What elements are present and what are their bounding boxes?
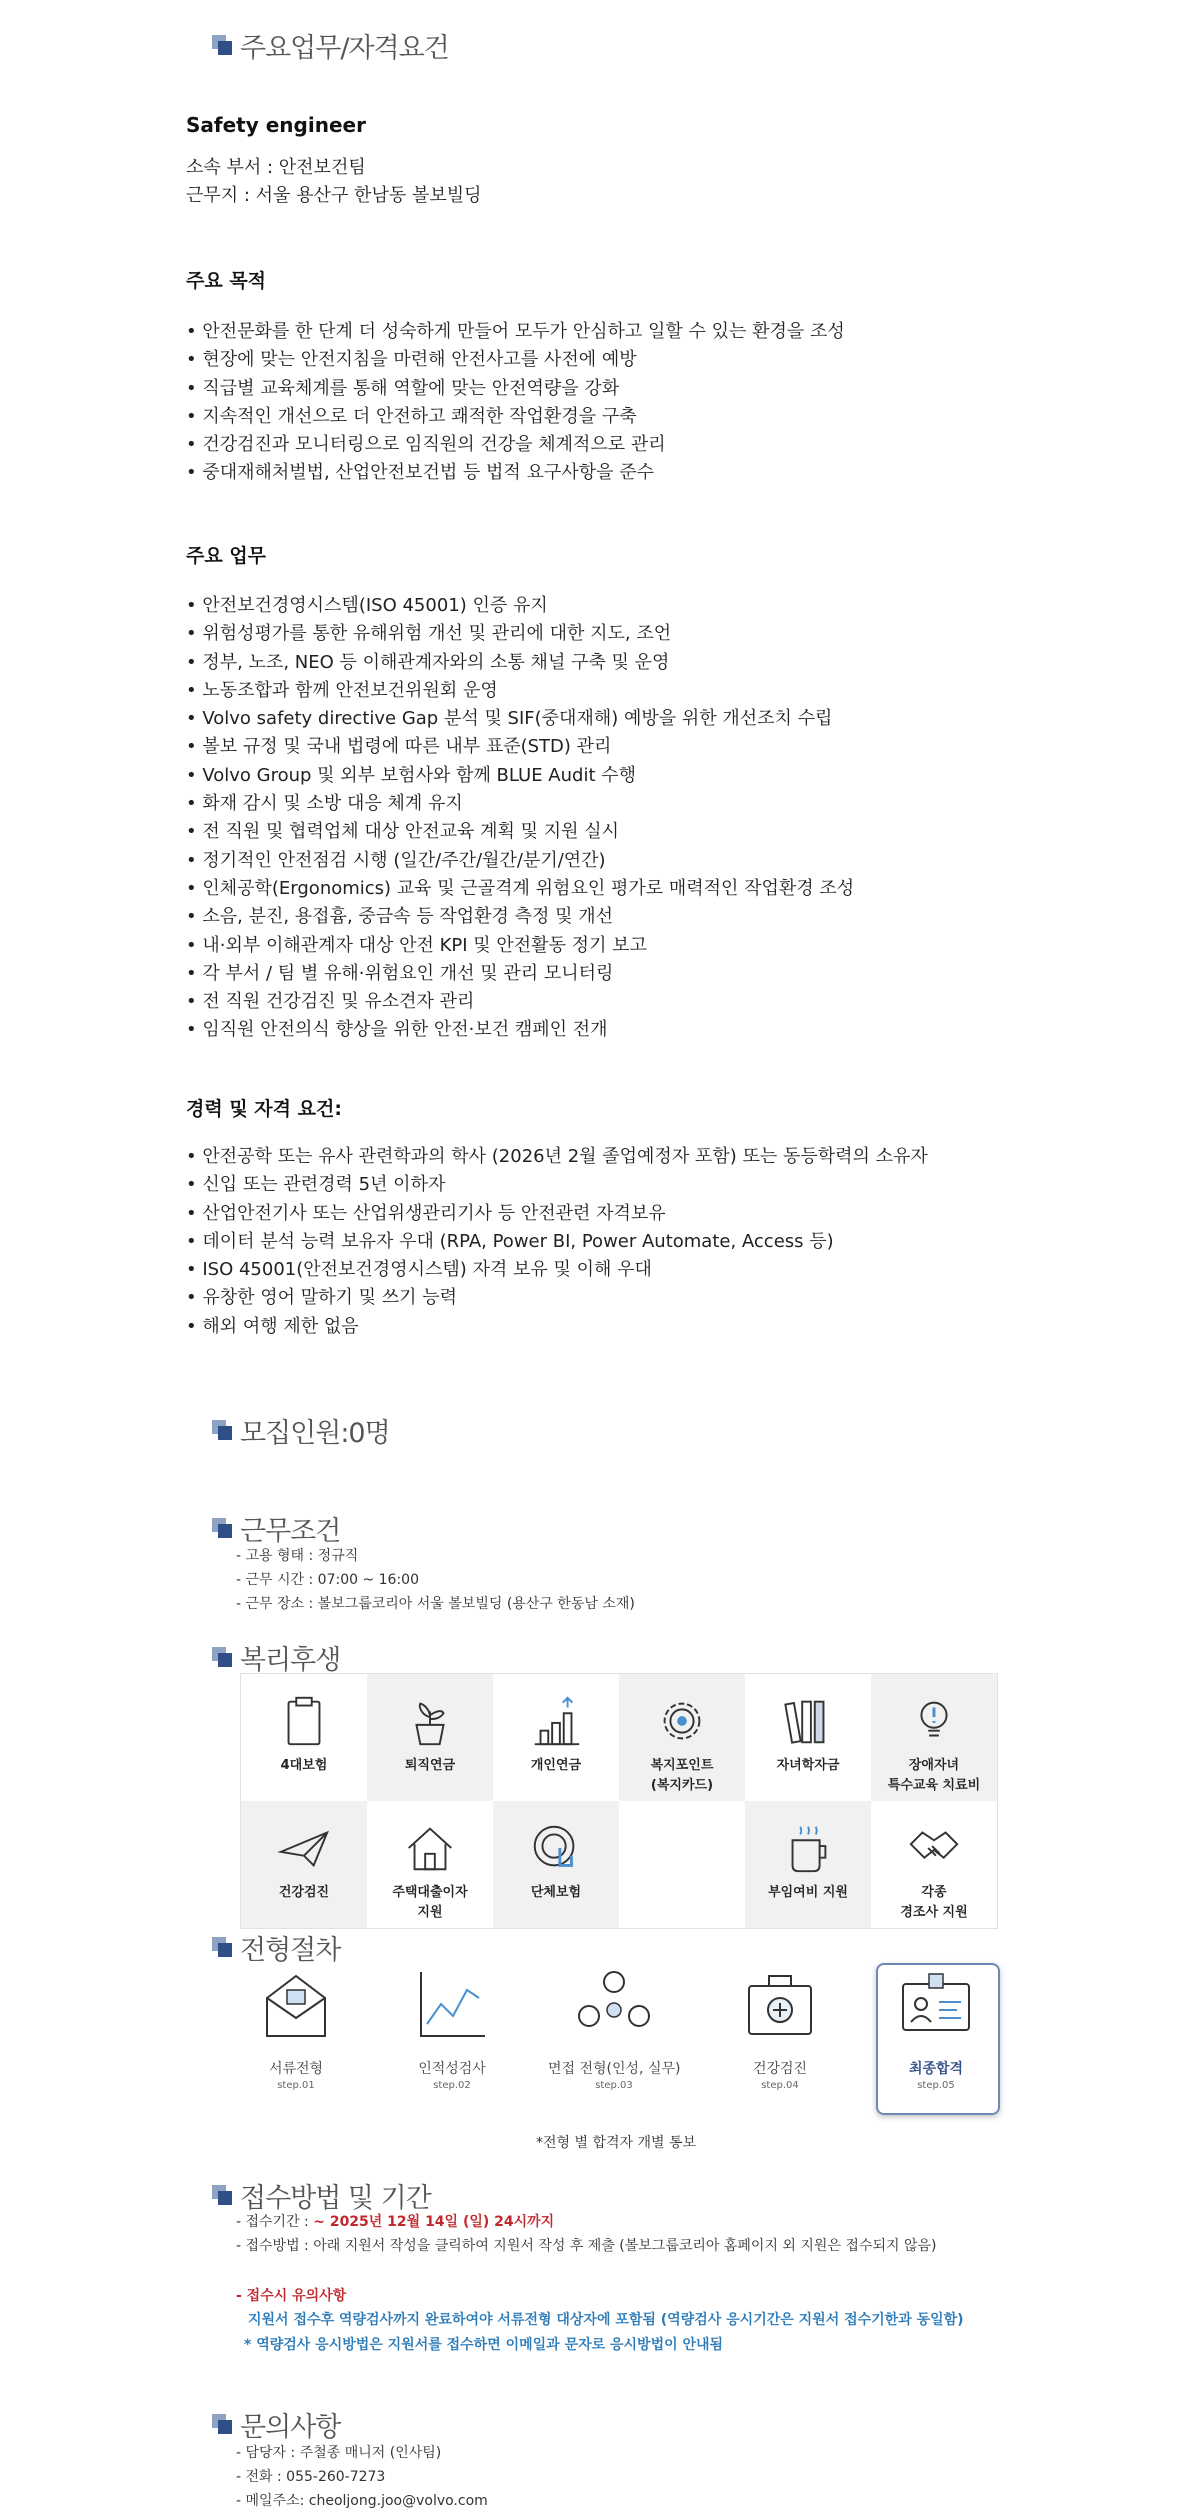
gear-icon bbox=[653, 1692, 711, 1750]
section-square-icon bbox=[212, 2414, 234, 2436]
section-title-contact: 문의사항 bbox=[212, 2405, 340, 2444]
section-title-process: 전형절차 bbox=[212, 1928, 340, 1967]
job-title: Safety engineer bbox=[186, 113, 366, 137]
benefit-family-events: 각종 경조사 지원 bbox=[871, 1801, 997, 1928]
benefit-health-checkup: 건강검진 bbox=[241, 1801, 367, 1928]
contact-email[interactable]: - 메일주소: cheoljong.joo@volvo.com bbox=[236, 2493, 488, 2509]
apply-notice-line1: 지원서 접수후 역량검사까지 완료하여야 서류전형 대상자에 포함됨 (역량검사 응시기간은 지원서 접수기한과 동일함) bbox=[248, 2312, 964, 2328]
apply-method: - 접수방법 : 아래 지원서 작성을 클릭하여 지원서 작성 후 제출 (볼보그룹코리아 홈페이지 외 지원은 접수되지 않음) bbox=[236, 2238, 937, 2254]
process-step-aptitude: 인적성검사 step.02 bbox=[392, 1962, 512, 2091]
list-item: • 신입 또는 관련경력 5년 이하자 bbox=[186, 1171, 928, 1199]
section-title-apply: 접수방법 및 기간 bbox=[212, 2176, 431, 2215]
condition-work-hours: - 근무 시간 : 07:00 ~ 16:00 bbox=[236, 1572, 419, 1588]
condition-employment-type: - 고용 형태 : 정규직 bbox=[236, 1548, 359, 1564]
list-item: • Volvo safety directive Gap 분석 및 SIF(중대재해) 예방을 위한 개선조치 수립 bbox=[186, 705, 854, 733]
paper-plane-icon bbox=[275, 1819, 333, 1877]
target-hand-icon bbox=[527, 1819, 585, 1877]
apply-notice-title: - 접수시 유의사항 bbox=[236, 2288, 347, 2304]
handshake-icon bbox=[905, 1819, 963, 1877]
clipboard-icon bbox=[275, 1692, 333, 1750]
apply-notice-line2: * 역량검사 응시방법은 지원서를 접수하면 이메일과 문자로 응시방법이 안내됨 bbox=[244, 2337, 724, 2353]
list-item: • 안전공학 또는 유사 관련학과의 학사 (2026년 2월 졸업예정자 포함) 또는 동등학력의 소유자 bbox=[186, 1143, 928, 1171]
section-title-conditions: 근무조건 bbox=[212, 1509, 340, 1548]
list-item: • 산업안전기사 또는 산업위생관리기사 등 안전관련 자격보유 bbox=[186, 1200, 928, 1228]
list-item: • ISO 45001(안전보건경영시스템) 자격 보유 및 이해 우대 bbox=[186, 1256, 928, 1284]
list-item: • 정기적인 안전점검 시행 (일간/주간/월간/분기/연간) bbox=[186, 847, 854, 875]
section-title-benefits: 복리후생 bbox=[212, 1638, 340, 1677]
list-item: • 건강검진과 모니터링으로 임직원의 건강을 체계적으로 관리 bbox=[186, 431, 845, 459]
list-item: • Volvo Group 및 외부 보험사와 함께 BLUE Audit 수행 bbox=[186, 762, 854, 790]
duties-list bbox=[186, 592, 854, 1045]
list-item: • 각 부서 / 팀 별 유해·위험요인 개선 및 관리 모니터링 bbox=[186, 960, 854, 988]
process-step-interview: 면접 전형(인성, 실무) step.03 bbox=[548, 1962, 680, 2091]
plant-pot-icon bbox=[401, 1692, 459, 1750]
list-item: • 인체공학(Ergonomics) 교육 및 근골격계 위험요인 평가로 매력적인 작업환경 조성 bbox=[186, 875, 854, 903]
benefit-special-education: 장애자녀 특수교육 치료비 bbox=[871, 1674, 997, 1801]
list-item: • 중대재해처벌법, 산업안전보건법 등 법적 요구사항을 준수 bbox=[186, 459, 845, 487]
section-square-icon bbox=[212, 2185, 234, 2207]
list-item: • 화재 감시 및 소방 대응 체계 유지 bbox=[186, 790, 854, 818]
medical-kit-icon bbox=[737, 1962, 823, 2048]
apply-period: - 접수기간 : ~ 2025년 12월 14일 (일) 24시까지 bbox=[236, 2214, 555, 2230]
list-item: • 현장에 맞는 안전지침을 마련해 안전사고를 사전에 예방 bbox=[186, 346, 845, 374]
list-item: • 내·외부 이해관계자 대상 안전 KPI 및 안전활동 정기 보고 bbox=[186, 932, 854, 960]
section-square-icon bbox=[212, 35, 234, 57]
benefit-personal-pension: 개인연금 bbox=[493, 1674, 619, 1801]
section-square-icon bbox=[212, 1420, 234, 1442]
department: 소속 부서 : 안전보건팀 bbox=[186, 157, 366, 178]
people-network-icon bbox=[571, 1962, 657, 2048]
list-item: • 해외 여행 제한 없음 bbox=[186, 1313, 928, 1341]
list-item: • 임직원 안전의식 향상을 위한 안전·보건 캠페인 전개 bbox=[186, 1016, 854, 1044]
work-location: 근무지 : 서울 용산구 한남동 볼보빌딩 bbox=[186, 185, 482, 206]
benefit-relocation: 부임여비 지원 bbox=[745, 1801, 871, 1928]
envelope-lock-icon bbox=[253, 1962, 339, 2048]
contact-person: - 담당자 : 주철종 매니저 (인사팀) bbox=[236, 2445, 442, 2461]
process-step-final: 최종합격 step.05 bbox=[876, 1962, 996, 2091]
condition-work-place: - 근무 장소 : 볼보그룹코리아 서울 볼보빌딩 (용산구 한동남 소재) bbox=[236, 1596, 635, 1612]
benefit-housing-loan: 주택대출이자 지원 bbox=[367, 1801, 493, 1928]
list-item: • 안전보건경영시스템(ISO 45001) 인증 유지 bbox=[186, 592, 854, 620]
coffee-cup-icon bbox=[779, 1819, 837, 1877]
list-item: • 전 직원 및 협력업체 대상 안전교육 계획 및 지원 실시 bbox=[186, 818, 854, 846]
house-icon bbox=[401, 1819, 459, 1877]
benefit-retirement-pension: 퇴직연금 bbox=[367, 1674, 493, 1801]
section-title-duties: 주요업무/자격요건 bbox=[212, 26, 449, 65]
benefits-grid bbox=[240, 1673, 998, 1929]
purpose-heading: 주요 목적 bbox=[186, 270, 267, 292]
section-square-icon bbox=[212, 1518, 234, 1540]
bar-growth-icon bbox=[527, 1692, 585, 1750]
benefit-group-insurance: 단체보험 bbox=[493, 1801, 619, 1928]
benefit-empty-cell bbox=[619, 1801, 745, 1928]
list-item: • 위험성평가를 통한 유해위험 개선 및 관리에 대한 지도, 조언 bbox=[186, 620, 854, 648]
id-card-icon bbox=[893, 1962, 979, 2048]
duties-heading: 주요 업무 bbox=[186, 545, 267, 567]
list-item: • 정부, 노조, NEO 등 이해관계자와의 소통 채널 구축 및 운영 bbox=[186, 649, 854, 677]
lightbulb-icon bbox=[905, 1692, 963, 1750]
list-item: • 볼보 규정 및 국내 법령에 따른 내부 표준(STD) 관리 bbox=[186, 733, 854, 761]
list-item: • 데이터 분석 능력 보유자 우대 (RPA, Power BI, Power Automate, Access 등) bbox=[186, 1228, 928, 1256]
list-item: • 노동조합과 함께 안전보건위원회 운영 bbox=[186, 677, 854, 705]
list-item: • 지속적인 개선으로 더 안전하고 쾌적한 작업환경을 구축 bbox=[186, 403, 845, 431]
list-item: • 안전문화를 한 단계 더 성숙하게 만들어 모두가 안심하고 일할 수 있는 환경을 조성 bbox=[186, 318, 845, 346]
line-chart-icon bbox=[409, 1962, 495, 2048]
section-square-icon bbox=[212, 1937, 234, 1959]
books-icon bbox=[779, 1692, 837, 1750]
process-step-health: 건강검진 step.04 bbox=[720, 1962, 840, 2091]
list-item: • 직급별 교육체계를 통해 역할에 맞는 안전역량을 강화 bbox=[186, 375, 845, 403]
list-item: • 소음, 분진, 용접흄, 중금속 등 작업환경 측정 및 개선 bbox=[186, 903, 854, 931]
list-item: • 전 직원 건강검진 및 유소견자 관리 bbox=[186, 988, 854, 1016]
qualifications-heading: 경력 및 자격 요건: bbox=[186, 1098, 342, 1120]
contact-phone: - 전화 : 055-260-7273 bbox=[236, 2469, 386, 2485]
purpose-list bbox=[186, 318, 845, 488]
benefit-child-tuition: 자녀학자금 bbox=[745, 1674, 871, 1801]
process-step-document: 서류전형 step.01 bbox=[236, 1962, 356, 2091]
benefit-insurance: 4대보험 bbox=[241, 1674, 367, 1801]
qualifications-list bbox=[186, 1143, 928, 1341]
process-note: *전형 별 합격자 개별 통보 bbox=[536, 2135, 697, 2151]
section-square-icon bbox=[212, 1647, 234, 1669]
benefit-welfare-points: 복지포인트 (복지카드) bbox=[619, 1674, 745, 1801]
section-title-recruit: 모집인원:0명 bbox=[212, 1411, 390, 1450]
list-item: • 유창한 영어 말하기 및 쓰기 능력 bbox=[186, 1284, 928, 1312]
